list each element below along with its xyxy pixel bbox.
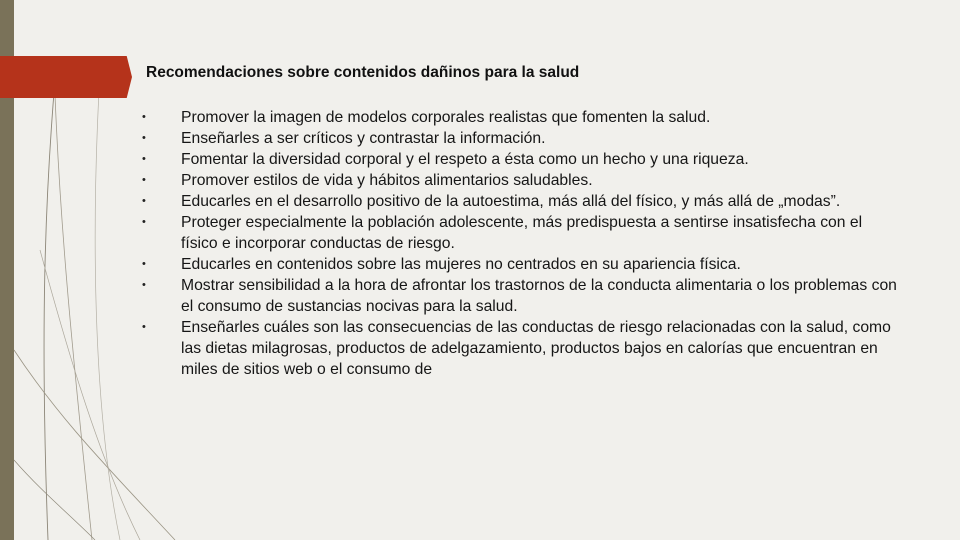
list-item	[142, 128, 902, 149]
bullet-text: Mostrar sensibilidad a la hora de afrontar los trastornos de la conducta alimentaria o los problemas con el consumo de sustancias nocivas para la salud.	[181, 277, 897, 315]
bullet-text: Proteger especialmente la población adolescente, más predispuesta a sentirse insatisfecha con el físico e incorporar conductas de riesgo.	[181, 214, 863, 252]
bullet-dot: •	[142, 111, 146, 123]
bullet-dot: •	[142, 153, 146, 165]
slide-title: Recomendaciones sobre contenidos dañinos para la salud	[146, 64, 580, 81]
list-item	[142, 317, 902, 380]
bullet-text: Promover la imagen de modelos corporales realistas que fomenten la salud.	[181, 109, 711, 126]
bullet-text: Enseñarles cuáles son las consecuencias de las conductas de riesgo relacionadas con la salud, como las dietas milagrosas, productos de adelgazamiento, productos bajos en calorías que encuentran en miles de sitios web o el consumo de	[181, 319, 891, 378]
bullet-text: Educarles en el desarrollo positivo de la autoestima, más allá del físico, y más allá de „modas”.	[181, 193, 841, 210]
list-item	[142, 212, 902, 254]
bullet-dot: •	[142, 279, 146, 291]
list-item	[142, 107, 902, 128]
bullet-dot: •	[142, 174, 146, 186]
list-item	[142, 191, 902, 212]
bullet-text: Educarles en contenidos sobre las mujeres no centrados en su apariencia física.	[181, 256, 741, 273]
bullet-dot: •	[142, 132, 146, 144]
bullet-text: Fomentar la diversidad corporal y el respeto a ésta como un hecho y una riqueza.	[181, 151, 749, 168]
bullet-text: Promover estilos de vida y hábitos alimentarios saludables.	[181, 172, 593, 189]
list-item	[142, 149, 902, 170]
bullet-dot: •	[142, 216, 146, 228]
bullet-text: Enseñarles a ser críticos y contrastar la información.	[181, 130, 546, 147]
bullet-dot: •	[142, 321, 146, 333]
bullet-dot: •	[142, 195, 146, 207]
list-item	[142, 275, 902, 317]
accent-tab	[0, 56, 132, 98]
list-item	[142, 254, 902, 275]
bullet-dot: •	[142, 258, 146, 270]
list-item	[142, 170, 902, 191]
bullet-list	[142, 107, 902, 380]
